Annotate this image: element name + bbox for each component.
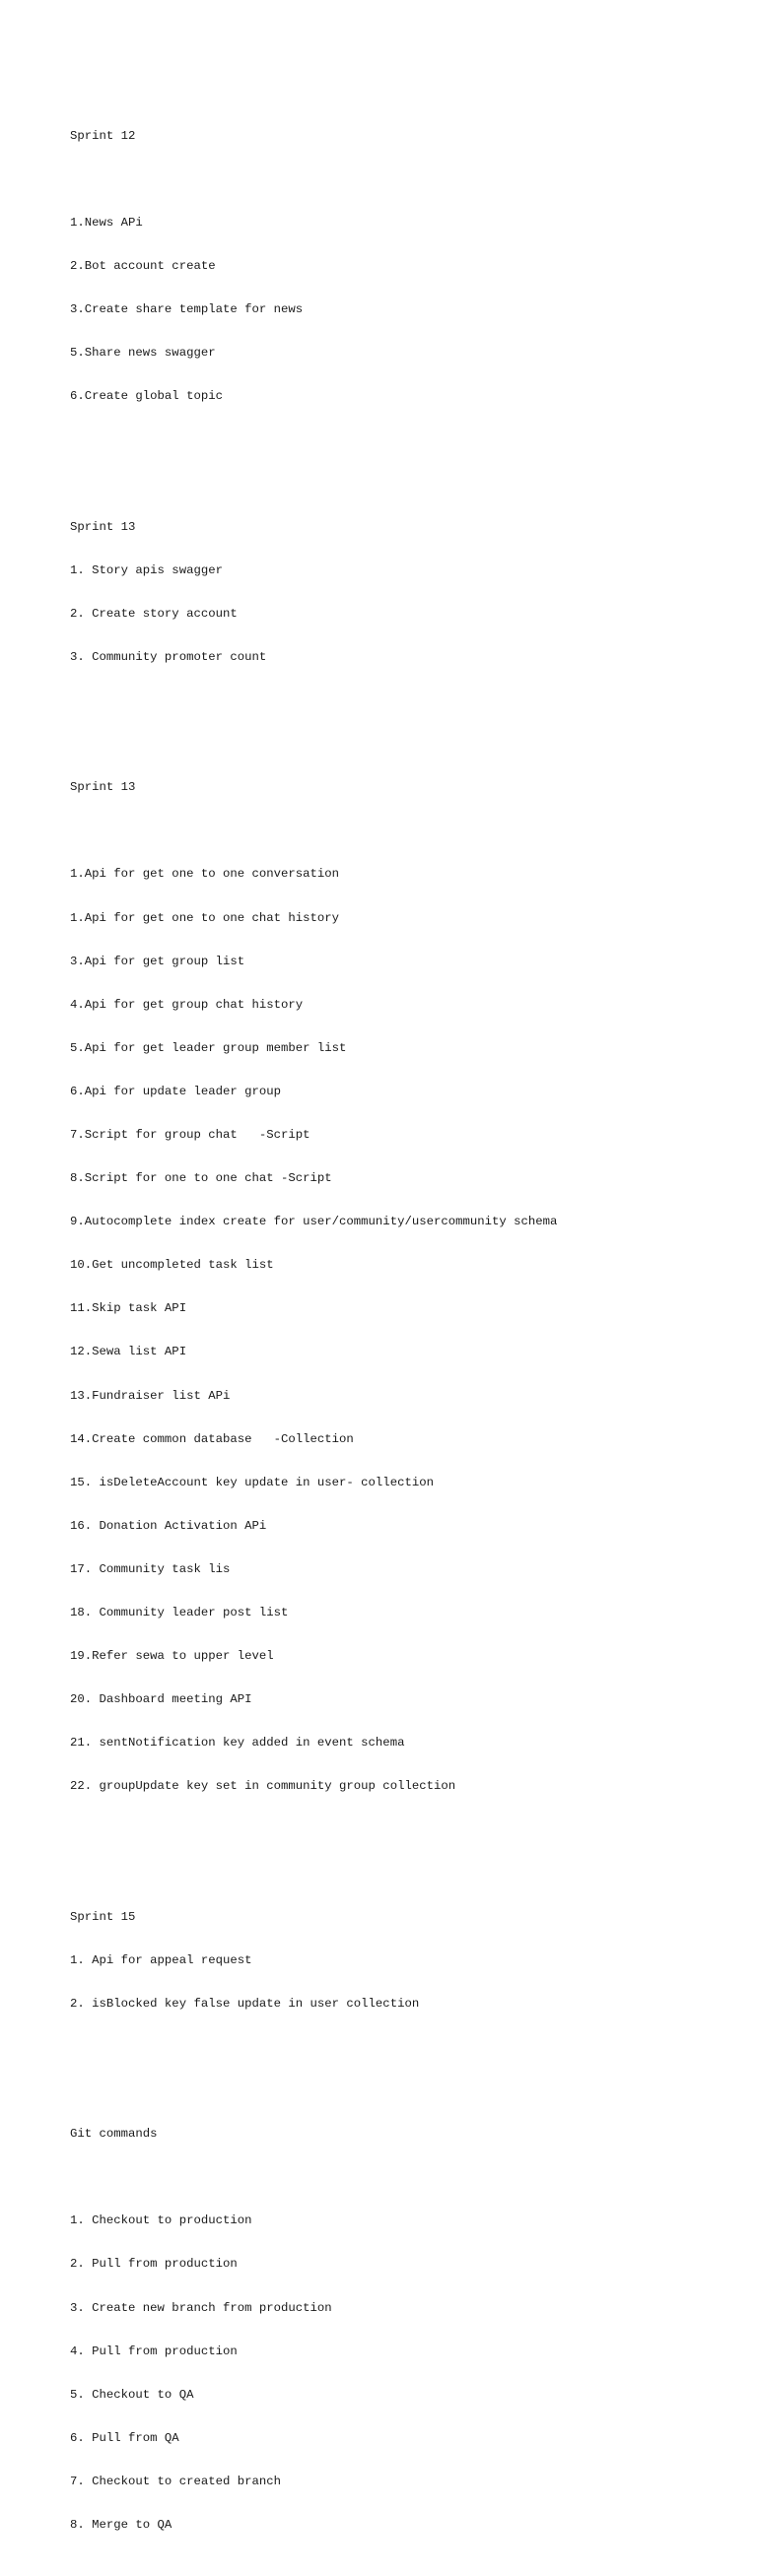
section-heading: Sprint 12 (70, 128, 136, 143)
list-item: 11.Skip task API (70, 1301, 187, 1316)
list-item: 3. Create new branch from production (70, 2300, 332, 2315)
list-item: 2. isBlocked key false update in user collection (70, 1996, 420, 2011)
list-item: 1. Checkout to production (70, 2213, 252, 2228)
list-item: 21. sentNotification key added in event schema (70, 1736, 405, 1750)
list-item: 15. isDeleteAccount key update in user- collection (70, 1475, 434, 1489)
list-item: 1.Api for get one to one conversation (70, 867, 340, 882)
list-item: 1.News APi (70, 216, 143, 230)
list-item: 6. Pull from QA (70, 2430, 179, 2445)
section-heading: Sprint 15 (70, 1909, 136, 1924)
list-item: 5. Checkout to QA (70, 2387, 194, 2402)
blank-line (70, 2040, 740, 2069)
list-item: 7.Script for group chat -Script (70, 1128, 310, 1142)
list-item: 22. groupUpdate key set in community group collection (70, 1779, 456, 1794)
list-item: 19.Refer sewa to upper level (70, 1649, 274, 1664)
list-item: 3. Community promoter count (70, 649, 267, 664)
blank-line (70, 432, 740, 461)
list-item: 1.Api for get one to one chat history (70, 910, 340, 925)
list-item: 17. Community task lis (70, 1561, 231, 1576)
list-item: 2. Create story account (70, 606, 238, 621)
blank-line (70, 172, 740, 187)
list-item: 8.Script for one to one chat -Script (70, 1171, 332, 1186)
list-item: 6.Create global topic (70, 389, 223, 404)
blank-line (70, 2170, 740, 2185)
list-item: 12.Sewa list API (70, 1345, 187, 1359)
list-item: 9.Autocomplete index create for user/community/usercommunity schema (70, 1215, 558, 1229)
list-item: 4. Pull from production (70, 2344, 238, 2358)
list-item: 6.Api for update leader group (70, 1084, 282, 1098)
list-item: 3.Api for get group list (70, 954, 245, 968)
blank-line (70, 694, 740, 722)
list-item: 16. Donation Activation APi (70, 1518, 267, 1533)
list-item: 5.Share news swagger (70, 346, 216, 361)
document-body (70, 71, 740, 2576)
list-item: 18. Community leader post list (70, 1606, 289, 1620)
list-item: 3.Create share template for news (70, 302, 304, 317)
list-item: 2.Bot account create (70, 259, 216, 274)
section-heading: Git commands (70, 2127, 158, 2142)
section-heading: Sprint 13 (70, 780, 136, 795)
list-item: 2. Pull from production (70, 2257, 238, 2272)
list-item: 20. Dashboard meeting API (70, 1692, 252, 1707)
list-item: 1. Api for appeal request (70, 1952, 252, 1967)
list-item: 5.Api for get leader group member list (70, 1040, 347, 1055)
list-item: 8. Merge to QA (70, 2518, 172, 2533)
blank-line (70, 1823, 740, 1852)
list-item: 14.Create common database -Collection (70, 1431, 354, 1446)
list-item: 10.Get uncompleted task list (70, 1258, 274, 1273)
section-heading: Sprint 13 (70, 519, 136, 534)
list-item: 7. Checkout to created branch (70, 2474, 282, 2488)
list-item: 1. Story apis swagger (70, 562, 223, 577)
blank-line (70, 824, 740, 838)
list-item: 4.Api for get group chat history (70, 997, 304, 1012)
list-item: 13.Fundraiser list APi (70, 1388, 231, 1403)
